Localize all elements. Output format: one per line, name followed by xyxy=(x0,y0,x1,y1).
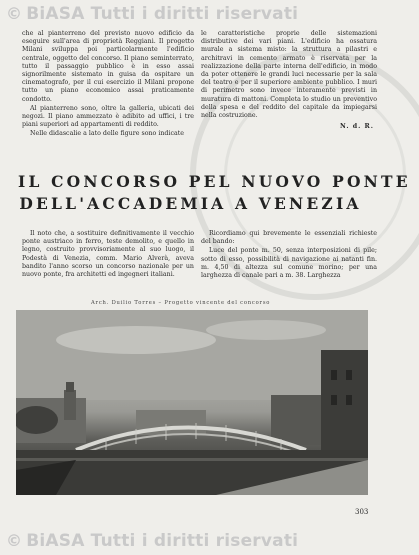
article-title-line-2: DELL'ACCADEMIA A VENEZIA xyxy=(19,194,362,213)
page-number: 303 xyxy=(355,508,369,516)
watermark-text: BiASA Tutti i diritti riservati xyxy=(26,531,299,551)
signature: N. d. R. xyxy=(340,123,374,130)
bridge-photo-illustration xyxy=(16,310,368,495)
bottom-right-column xyxy=(201,230,377,281)
top-right-column xyxy=(201,30,377,121)
top-left-column xyxy=(22,30,194,140)
paragraph: che al pianterreno del previsto nuovo edificio da eseguire sull'area di proprietà Reggiani. Il progetto Milani sviluppa poi particolarmente l'edificio centrale, oggetto del concorso. Il piano seminterrato, tutto il passaggio pubblico è in esso assai signorilmente sistemato in guisa da ospitare un cinematografo, per il cui esercizio il Milani propone tutto un piano economico assai praticamente condotto. xyxy=(22,30,194,103)
copyright-icon: © xyxy=(6,531,23,550)
paragraph: Nelle didascalie a lato delle figure sono indicate xyxy=(30,130,184,138)
article-title-line-1: IL CONCORSO PEL NUOVO PONTE xyxy=(18,172,411,191)
watermark-bottom xyxy=(6,531,298,551)
paragraph: Ricordiamo qui brevemente le essenziali richieste del bando: xyxy=(201,230,377,246)
watermark-top xyxy=(6,4,298,24)
paragraph: le caratteristiche proprie delle sistemazioni distributive dei vari piani. L'edificio ha ossatura murale a sistema misto: la struttura a pilastri e architravi in cemento armato è riservata per la realizzazione della parte interna dell'edificio, in modo da poter ottenere le grandi luci necessarie per la sala del teatro e per il superiore ambiente pubblico. I muri di perimetro sono invece interamente previsti in muratura di mattoni. Completa lo studio un preventivo della spesa e del reddito del capitale da impiegarsi nella costruzione. xyxy=(201,30,377,120)
copyright-icon: © xyxy=(6,4,23,23)
figure-caption: Arch. Duilio Torres – Progetto vincente del concorso xyxy=(91,300,271,306)
bottom-left-column xyxy=(22,230,194,280)
paragraph: Luce del ponte m. 50, senza interposizioni di pile; sotto di esso, possibilità di navigazione ai natanti fin. m. 4,50 di altezza sul comune morino; per una larghezza di canale pari a m. 38. Larghezza xyxy=(201,247,377,280)
paragraph: Al pianterreno sono, oltre la galleria, ubicati dei negozi. Il piano ammezzato è adibito ad uffici, i tre piani superiori ad appartamenti di reddito. xyxy=(22,104,194,129)
watermark-text: BiASA Tutti i diritti riservati xyxy=(26,4,299,24)
bridge-photo xyxy=(16,310,368,495)
paragraph: Il noto che, a sostituire definitivamente il vecchio ponte austriaco in ferro, teste demolito, e quello in legno, costruito provvisoriamente al suo luogo, il Podestà di Venezia, comm. Mario Alverà, aveva bandito l'anno scorso un concorso nazionale per un nuovo ponte, fra architetti ed ingegneri italiani. xyxy=(22,230,194,279)
